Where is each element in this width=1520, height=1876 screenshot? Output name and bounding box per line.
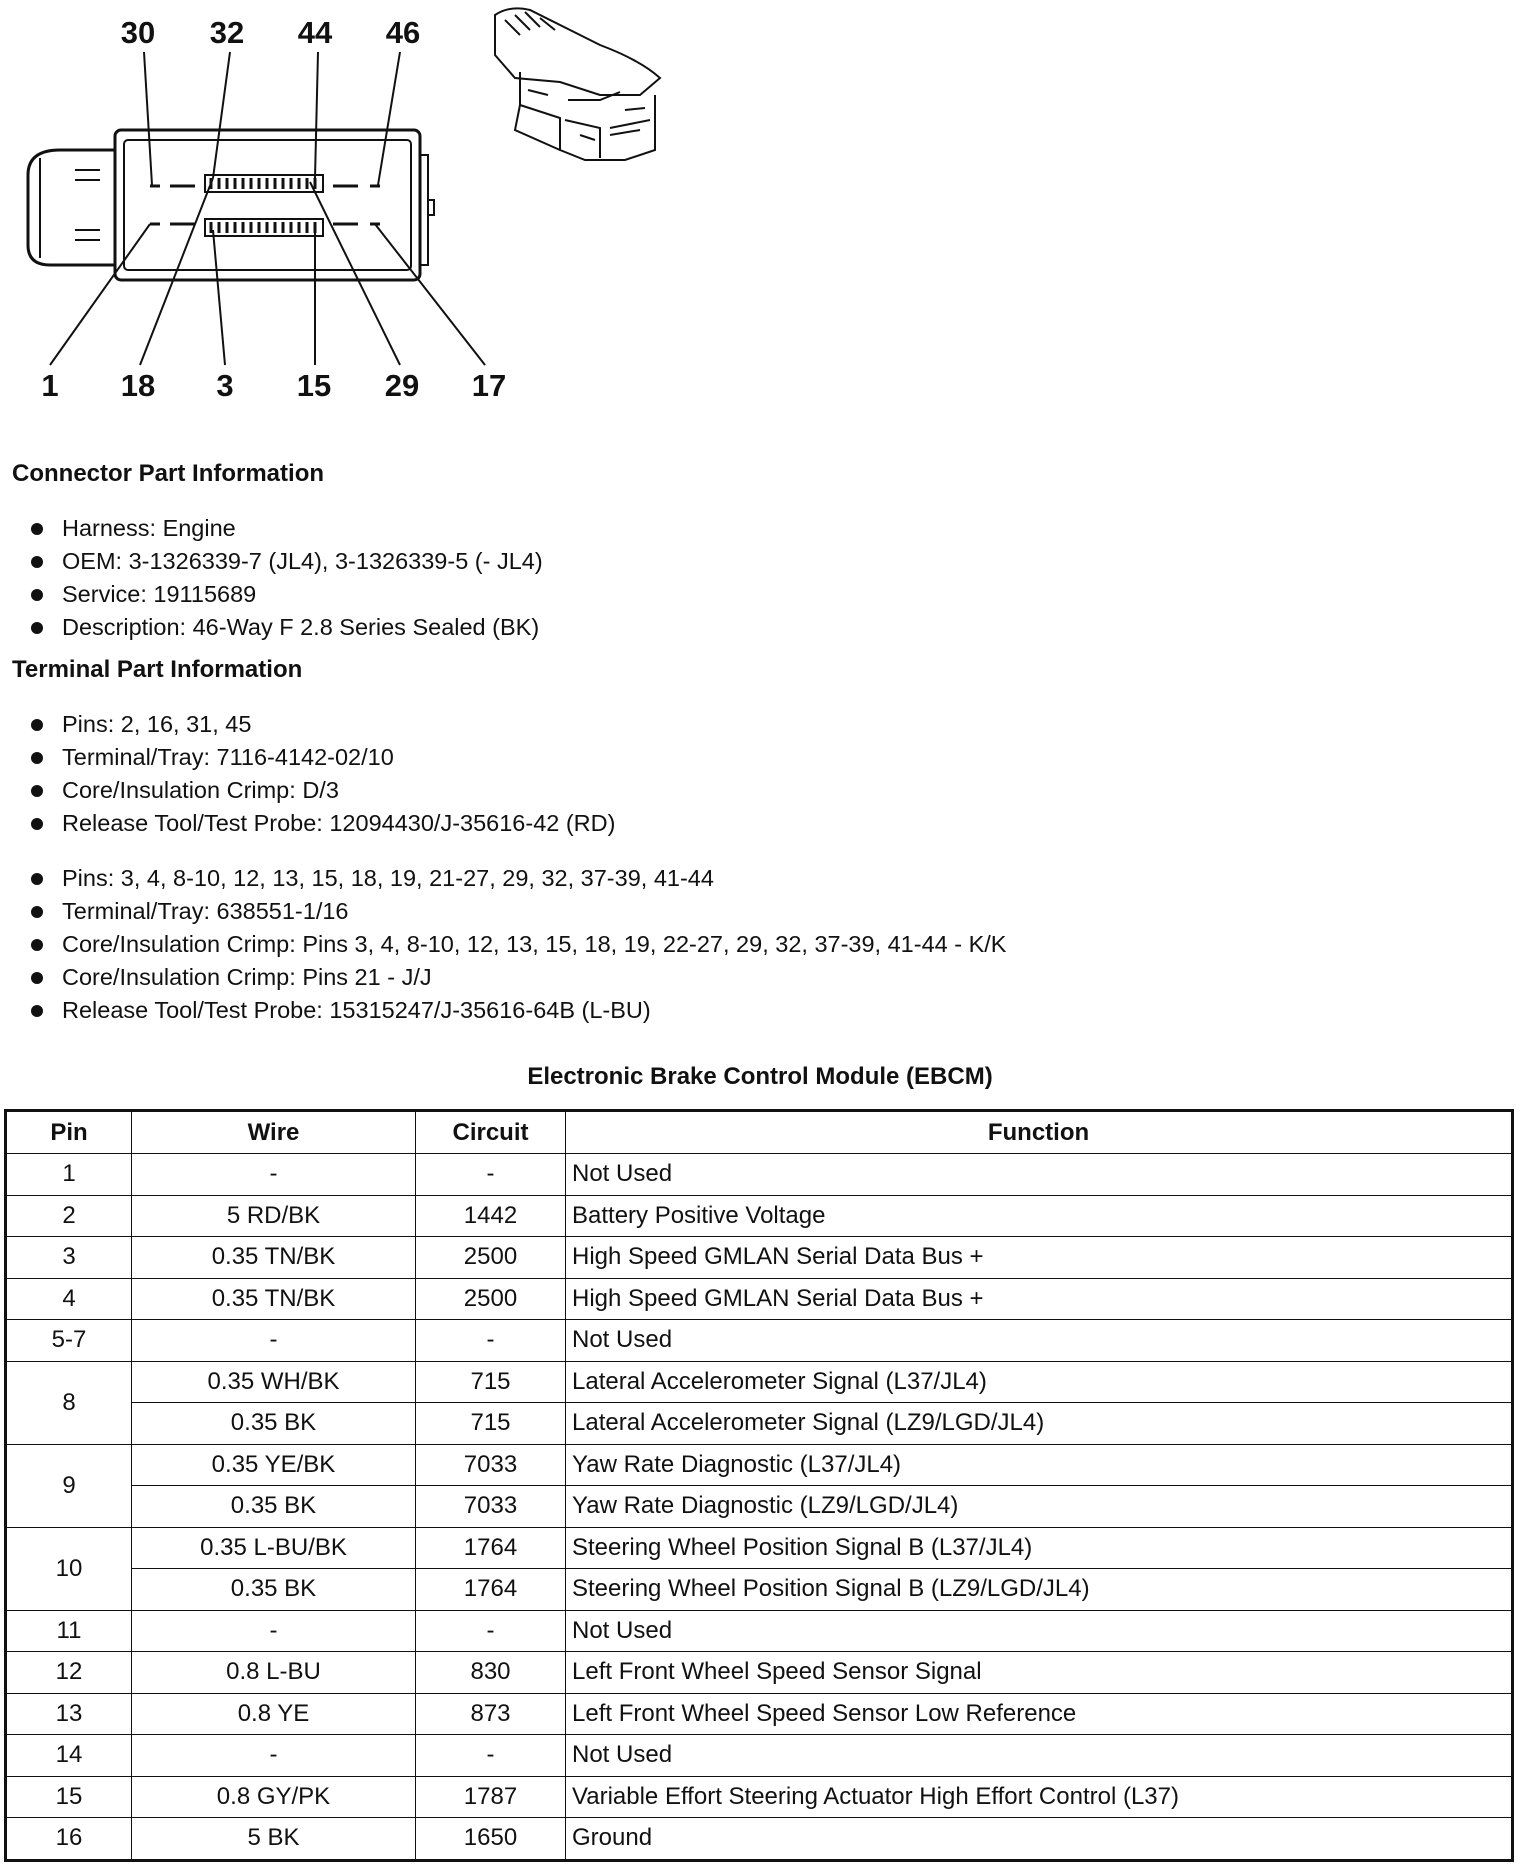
connector-part-info-list [28, 512, 543, 644]
wire-cell: 0.35 L-BU/BK [132, 1527, 416, 1569]
table-row [6, 1569, 1513, 1611]
function-cell: Ground [566, 1818, 1513, 1861]
table-row [6, 1610, 1513, 1652]
list-item: Core/Insulation Crimp: Pins 3, 4, 8-10, 12, 13, 15, 18, 19, 22-27, 29, 32, 37-39, 41-44 - K/K [28, 928, 1006, 961]
table-row [6, 1444, 1513, 1486]
function-cell: Lateral Accelerometer Signal (LZ9/LGD/JL4) [566, 1403, 1513, 1445]
pin-cell: 11 [6, 1610, 132, 1652]
pin-cell: 10 [6, 1527, 132, 1610]
table-row [6, 1237, 1513, 1279]
pin-cell: 14 [6, 1735, 132, 1777]
function-cell: Variable Effort Steering Actuator High Effort Control (L37) [566, 1776, 1513, 1818]
table-row [6, 1818, 1513, 1861]
pin-label-18: 18 [120, 368, 156, 403]
circuit-cell: 873 [416, 1693, 566, 1735]
table-row [6, 1195, 1513, 1237]
list-item: Description: 46-Way F 2.8 Series Sealed (BK) [28, 611, 543, 644]
table-row [6, 1320, 1513, 1362]
circuit-cell: 1787 [416, 1776, 566, 1818]
list-item: Pins: 2, 16, 31, 45 [28, 708, 615, 741]
circuit-cell: 2500 [416, 1278, 566, 1320]
list-item: Terminal/Tray: 638551-1/16 [28, 895, 1006, 928]
table-row [6, 1735, 1513, 1777]
function-cell: High Speed GMLAN Serial Data Bus + [566, 1237, 1513, 1279]
table-row [6, 1154, 1513, 1196]
list-item: Service: 19115689 [28, 578, 543, 611]
function-cell: High Speed GMLAN Serial Data Bus + [566, 1278, 1513, 1320]
function-cell: Steering Wheel Position Signal B (L37/JL4) [566, 1527, 1513, 1569]
wire-cell: 0.35 TN/BK [132, 1278, 416, 1320]
terminal-part-info-title: Terminal Part Information [12, 656, 303, 683]
terminal-part-info-list-1 [28, 708, 615, 840]
circuit-cell: 7033 [416, 1486, 566, 1528]
pin-cell: 9 [6, 1444, 132, 1527]
pin-cell: 13 [6, 1693, 132, 1735]
connector-part-info-title: Connector Part Information [12, 460, 325, 487]
terminal-part-info-list-2 [28, 862, 1006, 1027]
list-item: OEM: 3-1326339-7 (JL4), 3-1326339-5 (- JL4) [28, 545, 543, 578]
pin-cell: 15 [6, 1776, 132, 1818]
pin-cell: 1 [6, 1154, 132, 1196]
circuit-cell: 715 [416, 1361, 566, 1403]
wire-cell: - [132, 1154, 416, 1196]
table-title: Electronic Brake Control Module (EBCM) [527, 1063, 993, 1090]
connector-diagram [0, 0, 700, 420]
wire-cell: 0.8 L-BU [132, 1652, 416, 1694]
pin-label-29: 29 [384, 368, 420, 403]
table-row [6, 1403, 1513, 1445]
circuit-cell: 1764 [416, 1527, 566, 1569]
circuit-cell: 1650 [416, 1818, 566, 1861]
wire-cell: 0.35 BK [132, 1569, 416, 1611]
list-item: Harness: Engine [28, 512, 543, 545]
connector-face [28, 130, 434, 280]
table-row [6, 1278, 1513, 1320]
pin-label-46: 46 [385, 15, 421, 50]
pin-cell: 5-7 [6, 1320, 132, 1362]
pin-label-3: 3 [216, 368, 234, 403]
connector-3d-illustration [495, 8, 660, 160]
pin-label-17: 17 [471, 368, 507, 403]
wire-cell: 0.8 YE [132, 1693, 416, 1735]
function-cell: Not Used [566, 1610, 1513, 1652]
function-cell: Not Used [566, 1735, 1513, 1777]
pin-cell: 16 [6, 1818, 132, 1861]
circuit-cell: - [416, 1154, 566, 1196]
wire-cell: 5 RD/BK [132, 1195, 416, 1237]
function-cell: Lateral Accelerometer Signal (L37/JL4) [566, 1361, 1513, 1403]
header-circuit: Circuit [416, 1111, 566, 1154]
circuit-cell: 1442 [416, 1195, 566, 1237]
function-cell: Not Used [566, 1320, 1513, 1362]
circuit-cell: 715 [416, 1403, 566, 1445]
function-cell: Battery Positive Voltage [566, 1195, 1513, 1237]
list-item: Release Tool/Test Probe: 12094430/J-35616-42 (RD) [28, 807, 615, 840]
list-item: Core/Insulation Crimp: Pins 21 - J/J [28, 961, 1006, 994]
wire-cell: - [132, 1735, 416, 1777]
function-cell: Not Used [566, 1154, 1513, 1196]
table-row [6, 1652, 1513, 1694]
table-row [6, 1527, 1513, 1569]
wire-cell: - [132, 1320, 416, 1362]
pin-label-30: 30 [120, 15, 156, 50]
function-cell: Steering Wheel Position Signal B (LZ9/LGD/JL4) [566, 1569, 1513, 1611]
pin-label-32: 32 [209, 15, 245, 50]
table-header-row [6, 1111, 1513, 1154]
header-pin: Pin [6, 1111, 132, 1154]
table-row [6, 1361, 1513, 1403]
pin-cell: 3 [6, 1237, 132, 1279]
wire-cell: 5 BK [132, 1818, 416, 1861]
circuit-cell: 7033 [416, 1444, 566, 1486]
pin-label-44: 44 [297, 15, 333, 50]
table-row [6, 1776, 1513, 1818]
pin-cell: 8 [6, 1361, 132, 1444]
function-cell: Left Front Wheel Speed Sensor Signal [566, 1652, 1513, 1694]
wire-cell: 0.35 WH/BK [132, 1361, 416, 1403]
list-item: Terminal/Tray: 7116-4142-02/10 [28, 741, 615, 774]
function-cell: Yaw Rate Diagnostic (L37/JL4) [566, 1444, 1513, 1486]
list-item: Core/Insulation Crimp: D/3 [28, 774, 615, 807]
circuit-cell: 1764 [416, 1569, 566, 1611]
list-item: Pins: 3, 4, 8-10, 12, 13, 15, 18, 19, 21-27, 29, 32, 37-39, 41-44 [28, 862, 1006, 895]
function-cell: Left Front Wheel Speed Sensor Low Reference [566, 1693, 1513, 1735]
wire-cell: 0.35 BK [132, 1486, 416, 1528]
wire-cell: 0.35 BK [132, 1403, 416, 1445]
pin-cell: 2 [6, 1195, 132, 1237]
table-row [6, 1486, 1513, 1528]
pin-cell: 4 [6, 1278, 132, 1320]
circuit-cell: - [416, 1735, 566, 1777]
pin-cell: 12 [6, 1652, 132, 1694]
circuit-cell: 2500 [416, 1237, 566, 1279]
table-row [6, 1693, 1513, 1735]
pin-label-15: 15 [296, 368, 332, 403]
circuit-cell: - [416, 1320, 566, 1362]
pin-label-1: 1 [41, 368, 59, 403]
circuit-cell: - [416, 1610, 566, 1652]
wire-cell: 0.8 GY/PK [132, 1776, 416, 1818]
header-wire: Wire [132, 1111, 416, 1154]
header-function: Function [566, 1111, 1513, 1154]
list-item: Release Tool/Test Probe: 15315247/J-35616-64B (L-BU) [28, 994, 1006, 1027]
wire-cell: - [132, 1610, 416, 1652]
wire-cell: 0.35 TN/BK [132, 1237, 416, 1279]
wire-cell: 0.35 YE/BK [132, 1444, 416, 1486]
circuit-cell: 830 [416, 1652, 566, 1694]
function-cell: Yaw Rate Diagnostic (LZ9/LGD/JL4) [566, 1486, 1513, 1528]
pinout-table [4, 1109, 1514, 1862]
